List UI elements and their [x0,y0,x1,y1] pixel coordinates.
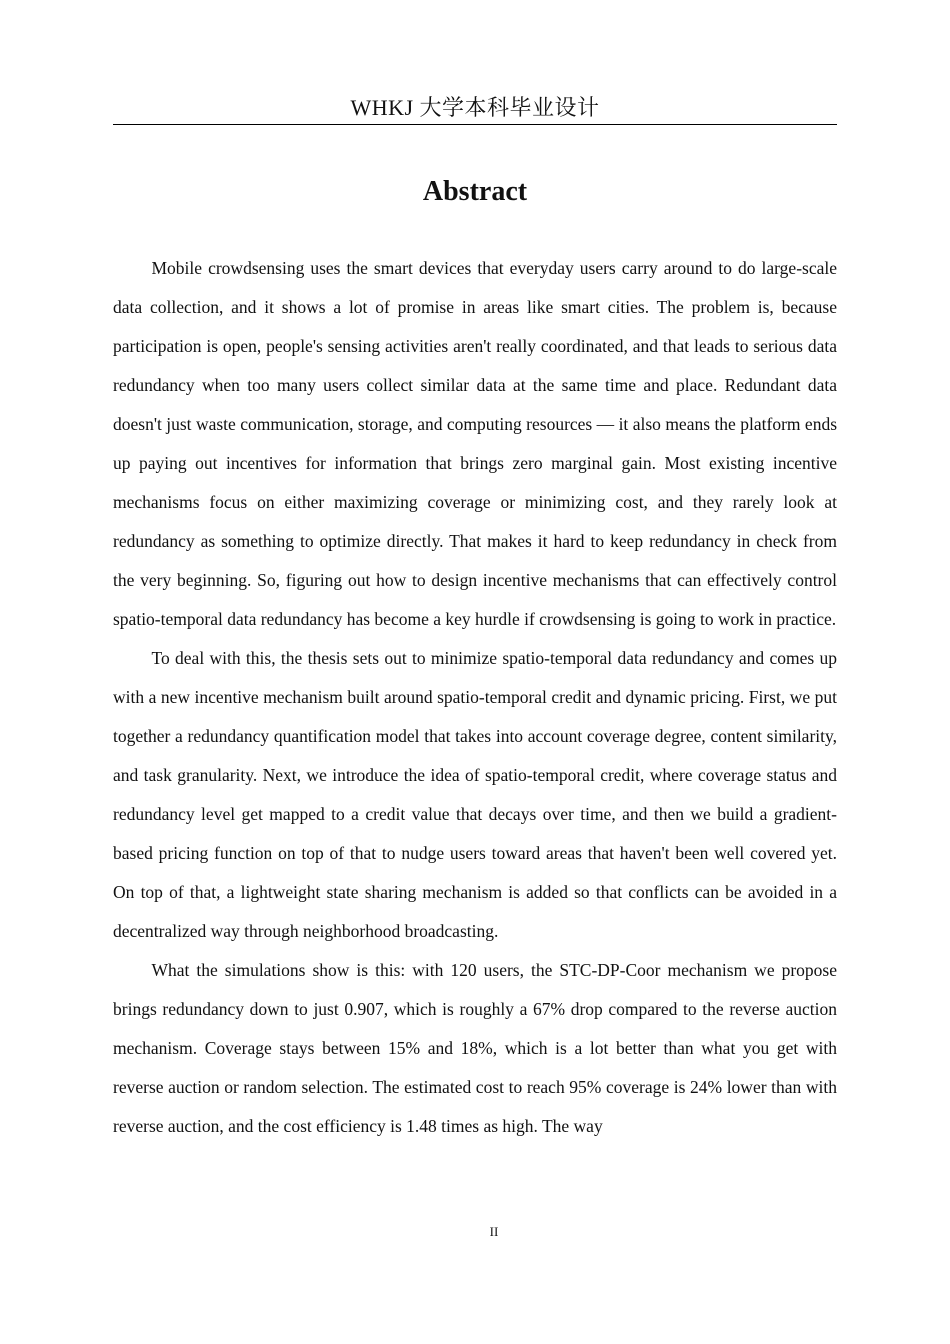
abstract-body [113,249,837,1146]
paragraph: Mobile crowdsensing uses the smart devices that everyday users carry around to do large-scale data collection, and it shows a lot of promise in areas like smart cities. The problem is, because participation is open, people's sensing activities aren't really coordinated, and that leads to serious data redundancy when too many users collect similar data at the same time and place. Redundant data doesn't just waste communication, storage, and computing resources — it also means the platform ends up paying out incentives for information that brings zero marginal gain. Most existing incentive mechanisms focus on either maximizing coverage or minimizing cost, and they rarely look at redundancy as something to optimize directly. That makes it hard to keep redundancy in check from the very beginning. So, figuring out how to design incentive mechanisms that can effectively control spatio-temporal data redundancy has become a key hurdle if crowdsensing is going to work in practice. [113,258,837,629]
page-number: II [489,1224,499,1239]
paragraph: To deal with this, the thesis sets out to minimize spatio-temporal data redundancy and comes up with a new incentive mechanism built around spatio-temporal credit and dynamic pricing. First, we put together a redundancy quantification model that takes into account coverage degree, content similarity, and task granularity. Next, we introduce the idea of spatio-temporal credit, where coverage status and redundancy level get mapped to a credit value that decays over time, and then we build a gradient-based pricing function on top of that to nudge users toward areas that haven't been well covered yet. On top of that, a lightweight state sharing mechanism is added so that conflicts can be avoided in a decentralized way through neighborhood broadcasting. [113,648,837,941]
paragraph: What the simulations show is this: with 120 users, the STC-DP-Coor mechanism we propose brings redundancy down to just 0.907, which is roughly a 67% drop compared to the reverse auction mechanism. Coverage stays between 15% and 18%, which is a lot better than what you get with reverse auction or random selection. The estimated cost to reach 95% coverage is 24% lower than with reverse auction, and the cost efficiency is 1.48 times as high. The way [113,960,837,1136]
header-text: WHKJ 大学本科毕业设计 [350,95,600,120]
running-header [113,92,837,125]
page-title: Abstract [422,176,528,207]
